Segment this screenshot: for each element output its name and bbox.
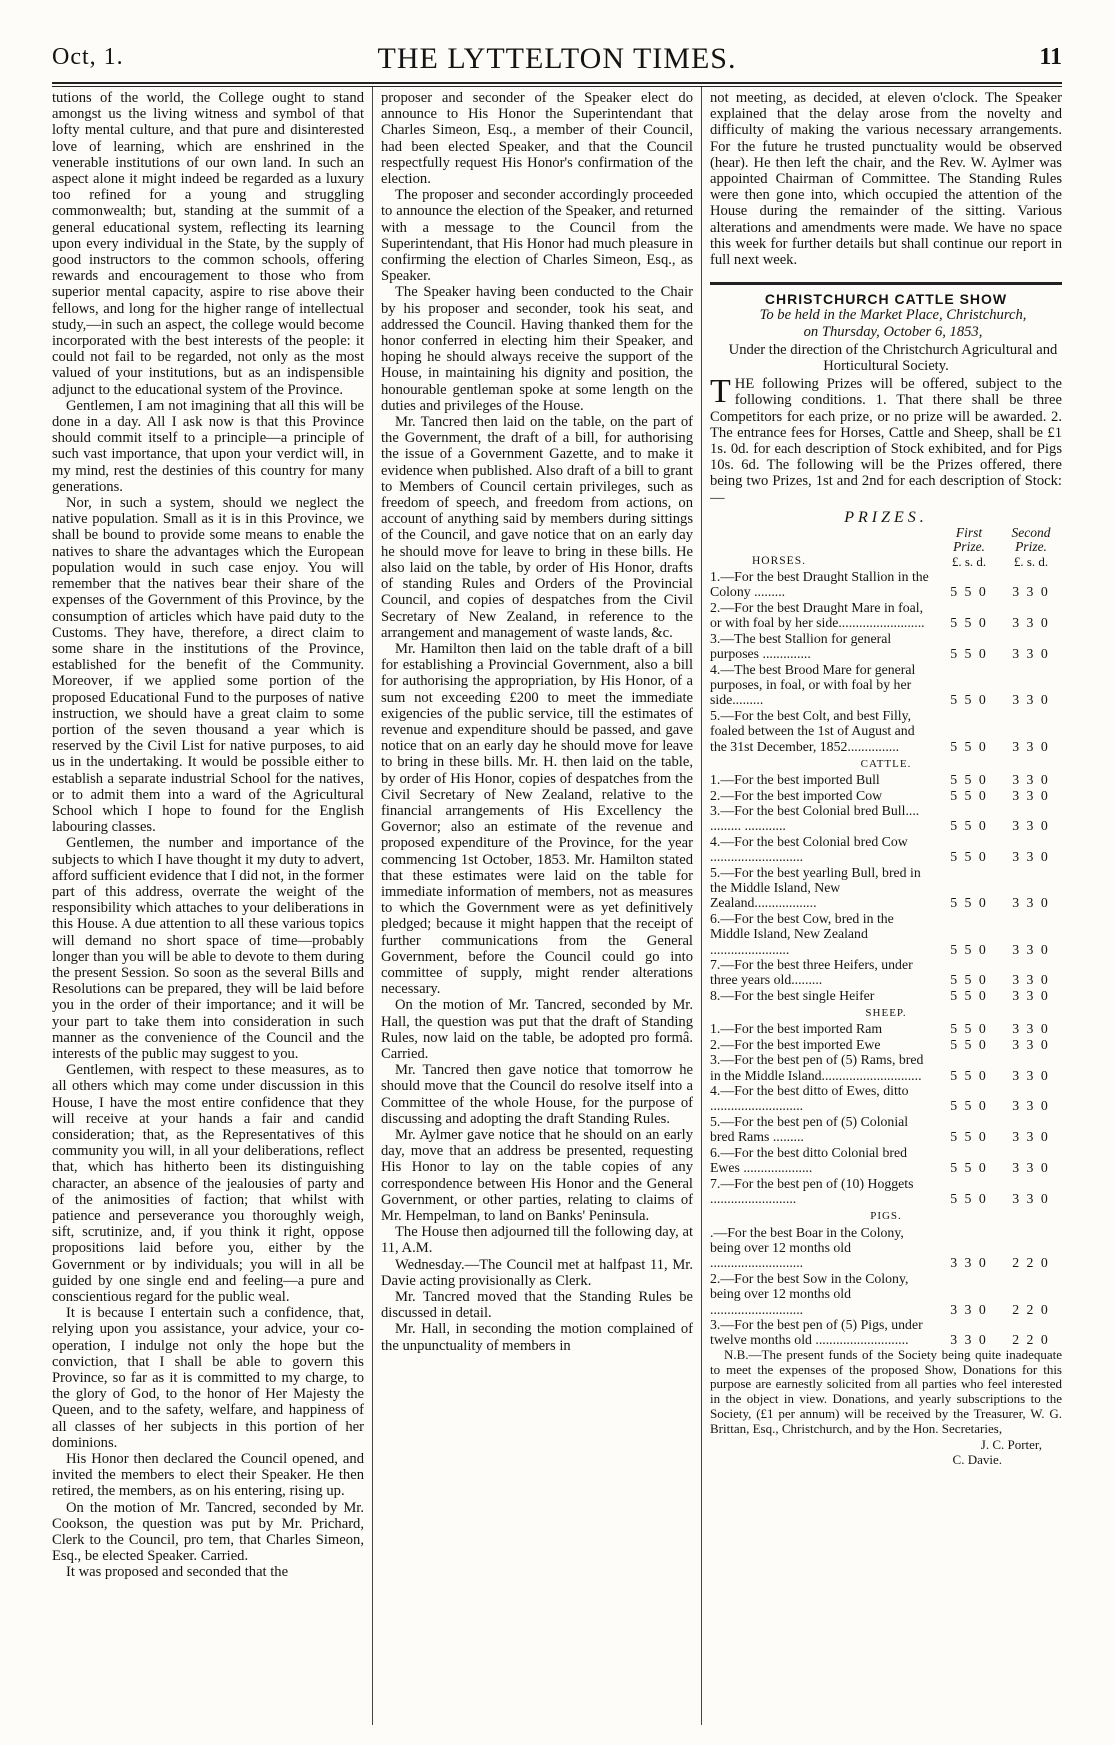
prize-description: 3.—For the best pen of (5) Rams, bred in the Middle Island............................. xyxy=(710,1052,924,1083)
first-prize-amount: 5 5 0 xyxy=(950,692,988,708)
second-prize-amount: 3 3 0 xyxy=(1012,1098,1050,1114)
prize-row xyxy=(710,1271,1062,1317)
advert-subtitle: on Thursday, October 6, 1853, xyxy=(803,323,983,340)
sheep-section-heading: SHEEP. xyxy=(865,1007,907,1020)
advert-subtitle: To be held in the Market Place, Christchurch, xyxy=(759,307,1027,324)
prize-row xyxy=(710,631,1062,662)
units-label: £. s. d. xyxy=(951,554,987,570)
cattle-list xyxy=(710,772,1062,1003)
prize-description: 3.—The best Stallion for general purposes .............. xyxy=(710,630,892,662)
second-prize-amount: 3 3 0 xyxy=(1012,787,1050,803)
second-prize-amount: 3 3 0 xyxy=(1012,1021,1050,1037)
prize-description: 8.—For the best single Heifer xyxy=(710,987,875,1003)
first-prize-amount: 5 5 0 xyxy=(950,1160,988,1176)
advert-note: N.B.—The present funds of the Society being quite inadequate to meet the expenses of the proposed Show, Donations for this purpose are earnestly solicited from all parties who feel interested in the object in view. Donations, and yearly subscriptions to the Society, (£1 per annum) will be received by the Treasurer, W. G. Brittan, Esq., Christchurch, and by the Hon. Secretaries, xyxy=(710,1346,1062,1436)
prize-description: 5.—For the best pen of (5) Colonial bred Rams ......... xyxy=(710,1113,909,1145)
first-prize-amount: 5 5 0 xyxy=(950,987,988,1003)
prize-description: 2.—For the best imported Ewe xyxy=(710,1036,881,1052)
second-prize-amount: 3 3 0 xyxy=(1012,646,1050,662)
prize-description: 1.—For the best imported Bull xyxy=(710,772,880,788)
horses-list xyxy=(710,569,1062,754)
pigs-section-heading: PIGS. xyxy=(870,1210,902,1223)
column-1 xyxy=(52,90,364,1720)
column-divider xyxy=(372,87,373,1725)
advert-conditions xyxy=(710,373,1062,506)
first-prize-amount: 5 5 0 xyxy=(950,849,988,865)
prize-row xyxy=(710,1052,1062,1083)
article-paragraph: Mr. Tancred moved that the Standing Rules be discussed in detail. xyxy=(381,1289,693,1322)
prize-row xyxy=(710,1176,1062,1207)
prize-description: 4.—For the best Colonial bred Cow ........................... xyxy=(710,833,908,865)
prize-description: 2.—For the best imported Cow xyxy=(710,787,883,803)
first-prize-amount: 3 3 0 xyxy=(950,1332,988,1348)
second-prize-amount: 3 3 0 xyxy=(1012,818,1050,834)
second-prize-label: Prize. xyxy=(1015,539,1047,555)
prize-row xyxy=(710,1114,1062,1145)
advert-direction: Under the direction of the Christchurch Agricultural and Horticultural Society. xyxy=(728,341,1058,375)
prize-row xyxy=(710,834,1062,865)
prize-row xyxy=(710,1317,1062,1348)
first-prize-amount: 5 5 0 xyxy=(950,972,988,988)
prize-description: 2.—For the best Draught Mare in foal, or with foal by her side......................... xyxy=(710,599,925,631)
second-prize-amount: 3 3 0 xyxy=(1012,584,1050,600)
prize-description: 2.—For the best Sow in the Colony, being over 12 months old ........................... xyxy=(710,1270,909,1317)
article-paragraph: Gentlemen, the number and importance of the subjects to which I have thought it my duty to advert, afford sufficient evidence that I did not, in the former part of this address, overrate the weight of the responsibility which attaches to your deliberations in this House. A due attention to all these various topics will demand no short space of time—probably longer than you will be able to devote to them during the present Session. So soon as the several Bills and Resolutions can be prepared, they will be laid before you in the order of their importance; and it will be your part to take them into consideration in such manner as the convenience of the Council and the interests of the public may suggest to you. xyxy=(52,835,364,1062)
first-prize-amount: 5 5 0 xyxy=(950,1190,988,1206)
first-prize-amount: 5 5 0 xyxy=(950,941,988,957)
prize-row xyxy=(710,788,1062,803)
article-paragraph: The House then adjourned till the following day, at 11, A.M. xyxy=(381,1224,693,1257)
second-prize-amount: 2 2 0 xyxy=(1012,1332,1050,1348)
article-paragraph: Mr. Tancred then gave notice that tomorrow he should move that the Council do resolve itself into a Committee of the whole House, for the purpose of discussing and adopting the draft Standing Rules. xyxy=(381,1062,693,1127)
header-rule-thin xyxy=(52,86,1062,87)
article-paragraph: Mr. Aylmer gave notice that he should on an early day, move that an address be presented, requesting His Honor to lay on the table copies of any correspondence between His Honor and the General Government, or other parties, relating to claims of Mr. Hempelman, to land on Banks' Peninsula. xyxy=(381,1127,693,1225)
sheep-list xyxy=(710,1021,1062,1206)
article-paragraph: The proposer and seconder accordingly proceeded to announce the election of the Speaker, and returned with a message to the Council from the Superintendant, that His Honor had much pleasure in confirming the election of Charles Simeon, Esq., as Speaker. xyxy=(381,187,693,285)
second-prize-amount: 3 3 0 xyxy=(1012,849,1050,865)
second-prize-amount: 3 3 0 xyxy=(1012,692,1050,708)
horses-section-heading xyxy=(710,554,1062,569)
second-prize-amount: 3 3 0 xyxy=(1012,1067,1050,1083)
second-prize-amount: 3 3 0 xyxy=(1012,972,1050,988)
article-paragraph: The Speaker having been conducted to the Chair by his proposer and seconder, took his seat, and addressed the Council. Having thanked them for the honor conferred in electing him their Speaker, and hoping he should always receive the support of the House, in maintaining his dignity and position, the honourable gentleman spoke at some length on the duties and privileges of the House. xyxy=(381,284,693,414)
first-prize-amount: 3 3 0 xyxy=(950,1301,988,1317)
article-paragraph: Wednesday.—The Council met at halfpast 11, Mr. Davie acting provisionally as Clerk. xyxy=(381,1256,693,1289)
second-prize-amount: 3 3 0 xyxy=(1012,772,1050,788)
prize-row xyxy=(710,1225,1062,1271)
prize-description: 6.—For the best ditto Colonial bred Ewes .................... xyxy=(710,1144,907,1176)
section-rule xyxy=(710,282,1062,285)
article-paragraph: It was proposed and seconded that the xyxy=(66,1564,289,1581)
first-prize-amount: 5 5 0 xyxy=(950,1067,988,1083)
first-prize-amount: 5 5 0 xyxy=(950,646,988,662)
article-paragraph: On the motion of Mr. Tancred, seconded by Mr. Cookson, the question was put by Mr. Prichard, Clerk to the Council, pro tem, that Charles Simeon, Esq., be elected Speaker. Carried. xyxy=(52,1499,364,1565)
drop-cap: T xyxy=(710,373,731,411)
article-paragraph: Mr. Tancred then laid on the table, on the part of the Government, the draft of a bill, for authorising the issue of a Government Gazette, and to make it evidence when published. Also draft of a bill to grant to Members of Council certain privileges, such as freedom of speech, and freedom from actions, on account of anything said by members during sittings of the Council, and gave notice that on an early day he should move for leave to bring in these bills. He also laid on the table, by order of His Honor, drafts of standing Rules and Orders of the Provincial Council, and copies of despatches from the Civil Secretary of New Zealand, in reference to the arrangement and management of waste lands, &c. xyxy=(381,414,693,641)
page-number: 11 xyxy=(1039,44,1062,70)
prize-row xyxy=(710,1083,1062,1114)
first-prize-label: Prize. xyxy=(953,539,985,555)
article-paragraph: Gentlemen, I am not imagining that all this will be done in a day. All I ask now is that this Province should commit itself to a principle—a principle of such vast importance, that upon your verdict will, in my mind, rest the destinies of this country for many generations. xyxy=(52,397,364,495)
prize-row xyxy=(710,1037,1062,1052)
second-prize-amount: 3 3 0 xyxy=(1012,738,1050,754)
prize-row xyxy=(710,708,1062,754)
prize-row xyxy=(710,569,1062,600)
column-2 xyxy=(381,90,693,1720)
article-paragraph: not meeting, as decided, at eleven o'clock. The Speaker explained that the delay arose from the novelty and difficulty of making the various necessary arrangements. For the future he trusted punctuality would be observed (hear). He then left the chair, and the Rev. W. Aylmer was appointed Chairman of Committee. The Standing Rules were then gone into, which occupied the attention of the House during the remainder of the sitting. Various alterations and amendments were made. We have no space this week for further details but shall continue our report in full next week. xyxy=(710,90,1062,269)
first-prize-amount: 5 5 0 xyxy=(950,772,988,788)
prize-column-heading xyxy=(710,540,1062,554)
prize-row xyxy=(710,1145,1062,1176)
issue-date: Oct, 1. xyxy=(52,44,124,70)
second-prize-amount: 3 3 0 xyxy=(1012,1129,1050,1145)
article-paragraph: Nor, in such a system, should we neglect the native population. Small as it is in this Province, we shall be bound to provide some means to enable the natives to share the advantages which the European population would in such case enjoy. You will remember that the natives bear their share of the expenses of the Government of this Province, by the consumption of articles which have paid duty to the Customs. They have, therefore, a direct claim to some share in the institutions of the Province, established for the benefit of the Community. Moreover, if we applied some portion of the proposed Educational Fund to the purposes of native instruction, we should have a great claim to some portion of the seven thousand a year which is reserved by the Civil List for native purposes, to aid us in the undertaking. It would be possible either to establish a separate industrial School for the natives, or to admit them into a ward of the Agricultural School which I hope to found for the English labouring classes. xyxy=(52,495,364,836)
prize-description: 1.—For the best Draught Stallion in the Colony ......... xyxy=(710,569,929,600)
article-paragraph: Mr. Hamilton then laid on the table draft of a bill for establishing a Provincial Government, also a bill for authorising the appropriation, by His Honor, of a sum not exceeding £200 to meet the immediate exigencies of the public service, till the estimates of revenue and expenditure should be passed, and gave notice that on an early day he should move for leave to bring in these bills. Mr. H. then laid on the table, by order of His Honor, copies of despatches from the Civil Secretary of New Zealand, relative to the financial arrangements of His Excellency the Governor; also an estimate of the revenue and proposed expenditure of the Province, for the year commencing 1st October, 1853. Mr. Hamilton stated that these estimates were laid on the table for immediate information of members, not as measures to which the Government were as yet definitively pledged; because it might happen that the receipt of further communications from the General Government, before the Council could go into committee of supply, might render alterations necessary. xyxy=(381,640,693,998)
article-paragraph: On the motion of Mr. Tancred, seconded by Mr. Hall, the question was put that the draft of Standing Rules, now laid on the table, be adopted pro formâ. Carried. xyxy=(381,997,693,1062)
article-paragraph: Mr. Hall, in seconding the motion complained of the unpunctuality of members in xyxy=(381,1321,693,1354)
prize-row xyxy=(710,1021,1062,1036)
first-prize-amount: 5 5 0 xyxy=(950,787,988,803)
first-prize-amount: 5 5 0 xyxy=(950,1036,988,1052)
header-rule xyxy=(52,82,1062,84)
prize-row xyxy=(710,803,1062,834)
pigs-list xyxy=(710,1225,1062,1348)
article-paragraph: proposer and seconder of the Speaker elect do announce to His Honor the Superintendant that Charles Simeon, Esq., a member of their Council, had been elected Speaker, and that the Council respectfully request His Honor's confirmation of the election. xyxy=(381,90,693,188)
page-header xyxy=(52,44,1062,84)
second-prize-amount: 2 2 0 xyxy=(1012,1301,1050,1317)
newspaper-title: THE LYTTELTON TIMES. xyxy=(377,42,737,75)
prize-description: 5.—For the best Colt, and best Filly, foaled between the 1st of August and the 31st December, 1852............... xyxy=(710,707,915,754)
prize-description: 5.—For the best yearling Bull, bred in the Middle Island, New Zealand.................. xyxy=(710,864,921,911)
prizes-heading: PRIZES. xyxy=(844,508,928,526)
first-prize-amount: 3 3 0 xyxy=(950,1255,988,1271)
second-prize-label: Second xyxy=(1011,525,1051,541)
first-prize-label: First xyxy=(955,525,983,541)
second-prize-amount: 3 3 0 xyxy=(1012,615,1050,631)
units-label: £. s. d. xyxy=(1013,554,1049,570)
article-paragraph: His Honor then declared the Council opened, and invited the members to elect their Speaker. He then retired, the members, as on his entering, rising up. xyxy=(52,1451,364,1500)
column-3 xyxy=(710,90,1062,1720)
advert-title: CHRISTCHURCH CATTLE SHOW xyxy=(764,291,1008,308)
prize-row xyxy=(710,865,1062,911)
second-prize-amount: 3 3 0 xyxy=(1012,1036,1050,1052)
conditions-text: HE following Prizes will be offered, subject to the following conditions. 1. That there shall be three Competitors for each prize, or no prize will be awarded. 2. The entrance fees for Horses, Cattle and Sheep, shall be £1 1s. 0d. for each description of Stock exhibited, and for Pigs 10s. 6d. The following will be the Prizes offered, there being two Prizes, 1st and 2nd for each description of Stock:— xyxy=(710,376,1062,506)
prize-description: 4.—The best Brood Mare for general purposes, in foal, or with foal by her side......... xyxy=(710,661,916,708)
prize-row xyxy=(710,662,1062,708)
first-prize-amount: 5 5 0 xyxy=(950,615,988,631)
first-prize-amount: 5 5 0 xyxy=(950,738,988,754)
prize-description: 7.—For the best three Heifers, under three years old......... xyxy=(710,957,913,988)
prize-row xyxy=(710,772,1062,787)
second-prize-amount: 3 3 0 xyxy=(1012,1190,1050,1206)
first-prize-amount: 5 5 0 xyxy=(950,584,988,600)
second-prize-amount: 3 3 0 xyxy=(1012,941,1050,957)
cattle-section-heading: CATTLE. xyxy=(860,757,912,770)
signature: J. C. Porter, xyxy=(980,1436,1042,1452)
signature: C. Davie. xyxy=(952,1451,1002,1467)
prize-description: 1.—For the best imported Ram xyxy=(710,1021,883,1037)
second-prize-amount: 3 3 0 xyxy=(1012,1160,1050,1176)
article-paragraph: It is because I entertain such a confidence, that, relying upon you assistance, your advice, your co-operation, I indulge not only the hope but the conviction, that I shall be able to govern this Province, so far as it is committed to my charge, to the glory of God, to the honor of Her Majesty the Queen, and to the safety, welfare, and happiness of all classes of her subjects in this portion of her dominions. xyxy=(52,1305,364,1451)
first-prize-amount: 5 5 0 xyxy=(950,818,988,834)
prize-row xyxy=(710,957,1062,988)
column-divider xyxy=(701,87,702,1725)
section-label: HORSES. xyxy=(752,555,806,568)
prize-description: 4.—For the best ditto of Ewes, ditto ........................... xyxy=(710,1083,909,1114)
second-prize-amount: 3 3 0 xyxy=(1012,895,1050,911)
prize-row xyxy=(710,988,1062,1003)
article-paragraph: Gentlemen, with respect to these measures, as to all others which may come under discussion in this House, I have the most entire confidence that they will receive at your hands a fair and candid consideration; that, as the Representatives of this community you will, in all your deliberations, reflect that, which has hitherto been its distinguishing character, an absence of the jealousies of party and of the animosities of faction; that whilst with patience and perseverance you thoroughly weigh, sift, scrutinize, and, if you think it right, oppose propositions laid before you, either by the Government or by individuals; you will in all be guided by one single end and feeling—a pure and conscientious regard for the public weal. xyxy=(52,1062,364,1306)
first-prize-amount: 5 5 0 xyxy=(950,895,988,911)
prize-description: .—For the best Boar in the Colony, being over 12 months old ........................... xyxy=(710,1224,904,1271)
prize-description: 7.—For the best pen of (10) Hoggets ......................... xyxy=(710,1175,914,1206)
prize-column-heading xyxy=(710,526,1062,540)
second-prize-amount: 2 2 0 xyxy=(1012,1255,1050,1271)
prize-description: 3.—For the best pen of (5) Pigs, under twelve months old ........................... xyxy=(710,1316,923,1348)
article-paragraph: tutions of the world, the College ought to stand amongst us the living witness and symbol of that lofty mental culture, and that pure and disinterested love of learning, which are enshrined in the venerable institutions of our own land. In such an aspect alone it might indeed be regarded as a luxury too refined for a young and struggling commonwealth; but, standing at the summit of a general educational system, reflecting its learning upon every individual in the State, by the supply of good instructors to the common schools, offering rewards and encouragement to those who from superior mental capacity, aspire to rise above their fellows, and long for the higher range of intellectual study,—in such an aspect, the college would become incorporated with the best interests of the people: it could not fail to be regarded, not only as the most valued of your institutions, but as an indispensible adjunct to the educational system of the Province. xyxy=(52,90,364,398)
first-prize-amount: 5 5 0 xyxy=(950,1021,988,1037)
first-prize-amount: 5 5 0 xyxy=(950,1098,988,1114)
second-prize-amount: 3 3 0 xyxy=(1012,987,1050,1003)
prize-row xyxy=(710,600,1062,631)
prize-description: 6.—For the best Cow, bred in the Middle Island, New Zealand ....................... xyxy=(710,910,894,957)
prize-row xyxy=(710,911,1062,957)
first-prize-amount: 5 5 0 xyxy=(950,1129,988,1145)
prize-description: 3.—For the best Colonial bred Bull.... ......... ............ xyxy=(710,802,920,834)
